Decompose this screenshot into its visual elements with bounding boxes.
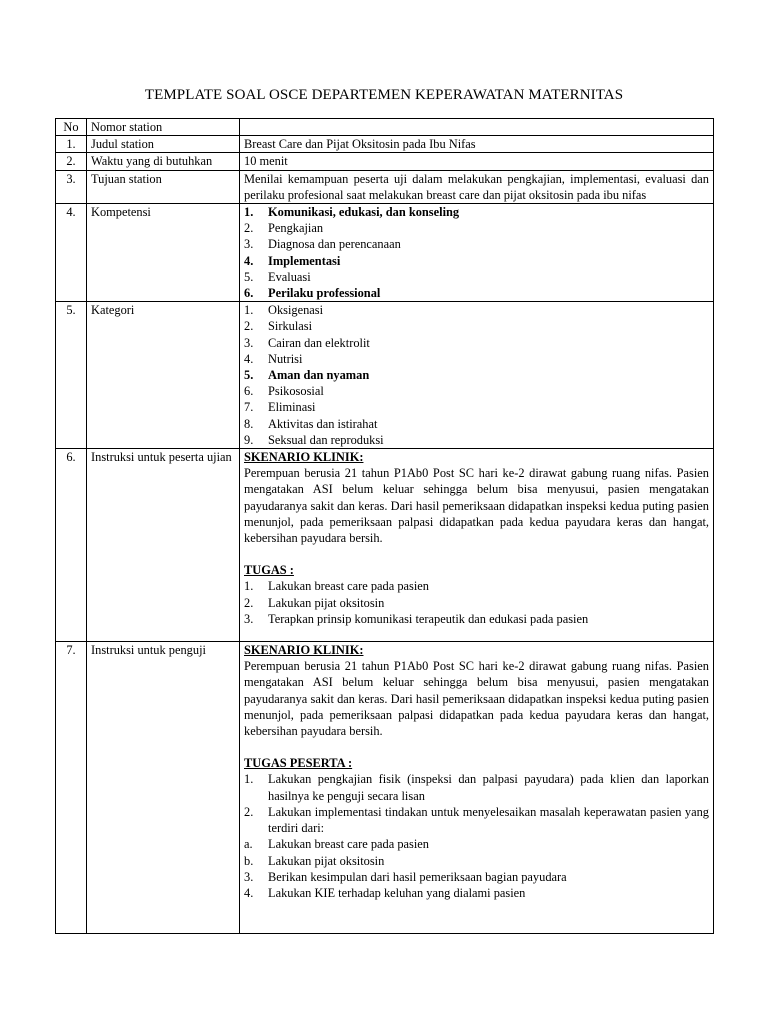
- row-label: Judul station: [87, 136, 240, 153]
- table-row: [56, 449, 714, 642]
- list-item: [244, 318, 709, 334]
- table-row: [56, 302, 714, 449]
- item-text: Pengkajian: [268, 221, 324, 236]
- table-row: [56, 170, 714, 203]
- header-no: No: [56, 119, 87, 136]
- list-item: [244, 416, 709, 432]
- item-text: Oksigenasi: [268, 303, 324, 318]
- item-number: 6.: [244, 286, 254, 301]
- item-number: 5.: [244, 368, 254, 383]
- header-value: [240, 119, 714, 136]
- item-text: Cairan dan elektrolit: [268, 335, 370, 350]
- row-label: Instruksi untuk peserta ujian: [87, 449, 240, 642]
- row-label: Instruksi untuk penguji: [87, 642, 240, 934]
- task-heading: TUGAS PESERTA :: [244, 756, 353, 771]
- item-number: 9.: [244, 432, 254, 447]
- item-number: 3.: [244, 237, 254, 252]
- list-item: [244, 853, 709, 869]
- table-row: [56, 642, 714, 934]
- item-number: 2.: [244, 804, 254, 819]
- item-text: Aktivitas dan istirahat: [268, 416, 378, 431]
- osce-table: [55, 118, 714, 934]
- station-title: Breast Care dan Pijat Oksitosin pada Ibu Nifas: [240, 136, 714, 153]
- item-number: a.: [244, 837, 253, 852]
- row-number: 2.: [56, 153, 87, 170]
- item-text: Lakukan pijat oksitosin: [268, 853, 385, 868]
- list-item: [244, 204, 709, 220]
- list-item: [244, 804, 709, 836]
- item-number: 3.: [244, 335, 254, 350]
- list-item: [244, 771, 709, 803]
- sub-task-list: [244, 836, 709, 868]
- item-text: Seksual dan reproduksi: [268, 432, 384, 447]
- row-label: Tujuan station: [87, 170, 240, 203]
- task-list-continued: [244, 869, 709, 901]
- list-item: [244, 885, 709, 901]
- task-list: [244, 578, 709, 627]
- item-number: 1.: [244, 205, 254, 220]
- item-number: 5.: [244, 269, 254, 284]
- list-item: [244, 351, 709, 367]
- list-item: [244, 285, 709, 301]
- item-text: Implementasi: [268, 253, 341, 268]
- task-heading: TUGAS :: [244, 563, 294, 578]
- examiner-instructions: [240, 642, 714, 934]
- spacer: [244, 546, 709, 562]
- scenario-heading: SKENARIO KLINIK:: [244, 643, 364, 658]
- item-text: Eliminasi: [268, 400, 316, 415]
- item-text: Lakukan KIE terhadap keluhan yang dialami pasien: [268, 885, 526, 900]
- item-number: 1.: [244, 579, 254, 594]
- item-text: Lakukan implementasi tindakan untuk menyelesaikan masalah keperawatan pasien yang terdiri dari:: [268, 804, 709, 836]
- item-text: Lakukan pengkajian fisik (inspeksi dan palpasi payudara) pada klien dan laporkan hasilnya ke penguji secara lisan: [268, 772, 709, 803]
- list-item: [244, 578, 709, 594]
- list-item: [244, 220, 709, 236]
- item-number: 8.: [244, 416, 254, 431]
- item-number: 3.: [244, 611, 254, 626]
- table-row: [56, 136, 714, 153]
- participant-instructions: [240, 449, 714, 642]
- item-text: Aman dan nyaman: [268, 368, 370, 383]
- item-number: 2.: [244, 595, 254, 610]
- list-item: [244, 869, 709, 885]
- item-text: Terapkan prinsip komunikasi terapeutik dan edukasi pada pasien: [268, 611, 589, 626]
- list-item: [244, 367, 709, 383]
- item-number: 6.: [244, 384, 254, 399]
- row-label: Kategori: [87, 302, 240, 449]
- item-text: Psikososial: [268, 384, 324, 399]
- list-item: [244, 335, 709, 351]
- row-label: Waktu yang di butuhkan: [87, 153, 240, 170]
- item-number: 2.: [244, 221, 254, 236]
- item-number: 4.: [244, 351, 254, 366]
- category-list-cell: [240, 302, 714, 449]
- scenario-text: Perempuan berusia 21 tahun P1Ab0 Post SC hari ke-2 dirawat gabung ruang nifas. Pasien mengatakan ASI belum keluar sehingga belum bisa menyusui, pasien mengatakan payudaranya sakit dan keras. Dari hasil pemeriksaan didapatkan inspeksi kedua puting pasien menunjol, pada pemeriksaan palpasi didapatkan pada kedua payudara keras dan hangat, kebersihan payudara bersih.: [244, 466, 709, 546]
- scenario-heading: SKENARIO KLINIK:: [244, 450, 364, 465]
- list-item: [244, 399, 709, 415]
- time-value: 10 menit: [240, 153, 714, 170]
- item-number: 1.: [244, 303, 254, 318]
- list-item: [244, 253, 709, 269]
- table-row: [56, 153, 714, 170]
- list-item: [244, 269, 709, 285]
- item-number: 2.: [244, 319, 254, 334]
- list-item: [244, 836, 709, 852]
- item-text: Lakukan breast care pada pasien: [268, 837, 429, 852]
- list-item: [244, 236, 709, 252]
- item-number: 1.: [244, 772, 254, 787]
- row-number: 3.: [56, 170, 87, 203]
- item-text: Sirkulasi: [268, 319, 313, 334]
- competency-list: [244, 204, 709, 301]
- list-item: [244, 302, 709, 318]
- spacer: [244, 739, 709, 755]
- row-number: 1.: [56, 136, 87, 153]
- row-number: 6.: [56, 449, 87, 642]
- item-text: Nutrisi: [268, 351, 303, 366]
- item-number: b.: [244, 853, 254, 868]
- item-text: Evaluasi: [268, 269, 311, 284]
- row-number: 7.: [56, 642, 87, 934]
- item-text: Berikan kesimpulan dari hasil pemeriksaan bagian payudara: [268, 869, 567, 884]
- item-number: 3.: [244, 869, 254, 884]
- row-number: 5.: [56, 302, 87, 449]
- item-text: Lakukan pijat oksitosin: [268, 595, 385, 610]
- task-list: [244, 771, 709, 836]
- item-number: 4.: [244, 253, 254, 268]
- scenario-text: Perempuan berusia 21 tahun P1Ab0 Post SC hari ke-2 dirawat gabung ruang nifas. Pasien mengatakan ASI belum keluar sehingga belum bisa menyusui, pasien mengatakan payudaranya sakit dan keras. Dari hasil pemeriksaan didapatkan inspeksi kedua puting pasien menunjol, pada pemeriksaan palpasi didapatkan pada kedua payudara keras dan hangat, kebersihan payudara bersih.: [244, 659, 709, 739]
- list-item: [244, 432, 709, 448]
- category-list: [244, 302, 709, 448]
- competency-list-cell: [240, 204, 714, 302]
- item-number: 7.: [244, 400, 254, 415]
- item-text: Lakukan breast care pada pasien: [268, 579, 429, 594]
- row-number: 4.: [56, 204, 87, 302]
- list-item: [244, 611, 709, 627]
- table-row: [56, 204, 714, 302]
- row-label: Kompetensi: [87, 204, 240, 302]
- item-text: Komunikasi, edukasi, dan konseling: [268, 205, 460, 220]
- header-label: Nomor station: [87, 119, 240, 136]
- station-goal: Menilai kemampuan peserta uji dalam melakukan pengkajian, implementasi, evaluasi dan perilaku profesional saat melakukan breast care dan pijat oksitosin pada ibu nifas: [240, 170, 714, 203]
- list-item: [244, 383, 709, 399]
- document-title: TEMPLATE SOAL OSCE DEPARTEMEN KEPERAWATAN MATERNITAS: [144, 87, 624, 103]
- list-item: [244, 595, 709, 611]
- item-text: Diagnosa dan perencanaan: [268, 237, 401, 252]
- item-text: Perilaku professional: [268, 286, 381, 301]
- item-number: 4.: [244, 885, 254, 900]
- table-header-row: [56, 119, 714, 136]
